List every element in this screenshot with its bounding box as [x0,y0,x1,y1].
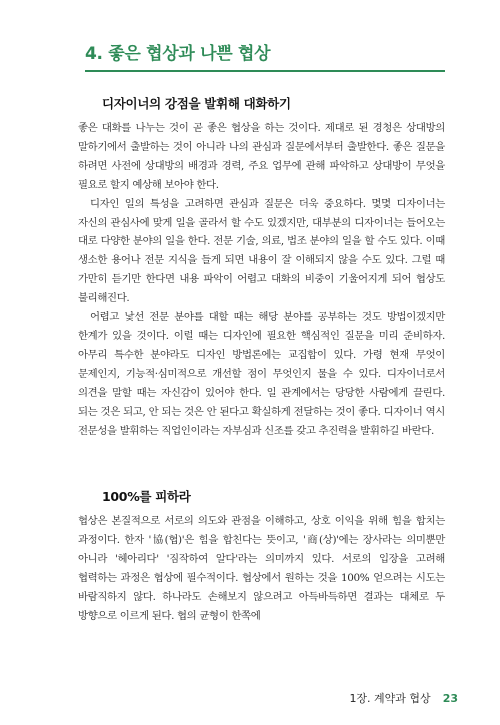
running-chapter-label: 1장. 계약과 협상 [349,692,431,705]
page-footer [349,690,458,706]
paragraph: 디자인 일의 특성을 고려하면 관심과 질문은 더욱 중요하다. 몇몇 디자이너는 자신의 관심사에 맞게 일을 골라서 할 수도 있겠지만, 대부분의 디자이너는 들어오는 대로 다양한 분야의 일을 한다. 전문 기술, 의료, 법조 분야의 일을 할 수도 있다. 이때 생소한 용어나 전문 지식을 들게 되면 내용이 잘 이해되지 않을 수도 있다. 그럴 때 가만히 듣기만 한다면 내용 파악이 어렵고 대화의 비중이 기울어지게 되어 협상도 불리해진다. [78,197,445,305]
section-heading: 디자이너의 강점을 발휘해 대화하기 [102,96,291,111]
page-number: 23 [442,692,458,705]
chapter-divider [85,70,445,72]
section-avoid-100 [78,488,445,625]
section-strengths [78,95,445,440]
paragraph: 협상은 본질적으로 서로의 의도와 관점을 이해하고, 상호 이익을 위해 힘을 합치는 과정이다. 한자 '協(협)'은 힘을 합친다는 뜻이고, '商(상)'에는 장사라는 의미뿐만 아니라 '헤아리다' '짐작하여 알다'라는 의미까지 있다. 서로의 입장을 고려해 협력하는 과정은 협상에 필수적이다. 협상에서 원하는 것을 100% 얻으려는 시도는 바람직하지 않다. 하나라도 손해보지 않으려고 아득바득하면 결과는 대체로 두 방향으로 이르게 된다. 협의 균형이 한쪽에 [78,515,445,622]
chapter-title: 4. 좋은 협상과 나쁜 협상 [85,44,271,64]
chapter-header [85,42,445,72]
paragraph: 좋은 대화를 나누는 것이 곧 좋은 협상을 하는 것이다. 제대로 된 경청은 상대방의 말하기에서 출발하는 것이 아니라 나의 관심과 질문에서부터 출발한다. 좋은 질문을 하려면 사전에 상대방의 배경과 경력, 주요 업무에 관해 파악하고 상대방이 무엇을 필요로 할지 예상해 보아야 한다. [78,122,445,191]
section-heading: 100%를 피하라 [102,489,191,504]
paragraph: 어렵고 낯선 전문 분야를 대할 때는 해당 분야를 공부하는 것도 방법이겠지만 한계가 있을 것이다. 이럴 때는 디자인에 필요한 핵심적인 질문을 미리 준비하자. 아무리 특수한 분야라도 디자인 방법론에는 교집합이 있다. 가령 현재 무엇이 문제인지, 기능적·심미적으로 개선할 점이 무엇인지 물을 수 있다. 디자이너로서 의견을 말할 때는 자신감이 있어야 한다. 일 관계에서는 당당한 사람에게 끌린다. 되는 것은 되고, 안 되는 것은 안 된다고 확실하게 전달하는 것이 좋다. 디자이너 역시 전문성을 발휘하는 직업인이라는 자부심과 신조를 갖고 추진력을 발휘하길 바란다. [78,311,445,437]
